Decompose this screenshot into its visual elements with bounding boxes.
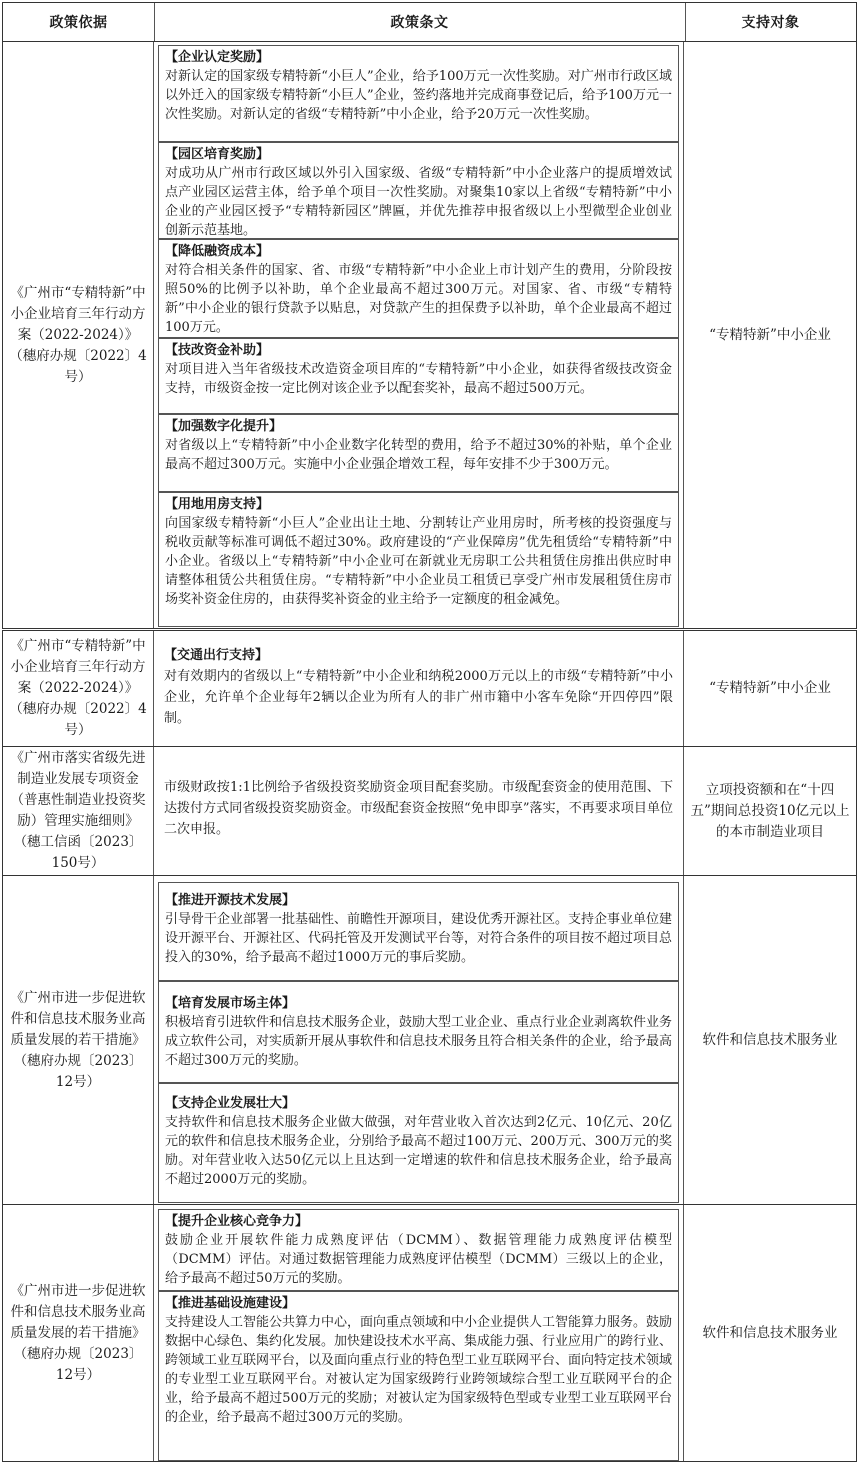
target-text: “专精特新”中小企业 [709, 680, 831, 696]
policy-item [158, 1291, 679, 1461]
policy-item-title: 【支持企业发展壮大】 [165, 1096, 296, 1111]
policy-cell [154, 747, 683, 875]
basis-cell [3, 42, 154, 628]
policy-item-body: 向国家级专精特新“小巨人”企业出让土地、分割转让产业用房时，所考核的投资强度与税收贡献等标准可调低不超过30%。政府建设的“产业保障房”优先租赁给“专精特新”中小企业。省级以上“专精特新”中小企业可在新就业无房职工公共租赁住房推出供应时申请整体租赁公共租赁住房。“专精特新”中小企业员工租赁已享受广州市发展租赁住房市场奖补资金住房的，由获得奖补资金的业主给予一定额度的租金减免。 [165, 516, 672, 607]
target-cell [683, 876, 856, 1204]
policy-item-body: 对成功从广州市行政区域以外引入国家级、省级“专精特新”中小企业落户的提质增效试点产业园区运营主体，给予单个项目一次性奖励。对聚集10家以上省级“专精特新”中小企业的产业园区授予“专精特新园区”牌匾，并优先推荐申报省级以上小型微型企业创业创新示范基地。 [165, 166, 672, 238]
policy-item-title: 【提升企业核心竞争力】 [165, 1214, 309, 1229]
target-cell [683, 1205, 856, 1461]
target-text: 软件和信息技术服务业 [702, 1324, 838, 1341]
basis-text: 《广州市“专精特新”中小企业培育三年行动方案（2022-2024）》（穗府办规〔2022〕4号） [9, 284, 147, 385]
policy-item-title: 【降低融资成本】 [165, 244, 270, 259]
policy-item [158, 981, 679, 1083]
target-text: 立项投资额和在“十四五”期间总投资10亿元以上的本市制造业项目 [690, 781, 850, 840]
basis-cell [3, 747, 154, 875]
basis-text: 《广州市进一步促进软件和信息技术服务业高质量发展的若干措施》（穗府办规〔2023〕12号） [10, 1282, 146, 1383]
header-basis: 政策依据 [3, 3, 155, 41]
policy-item-body: 鼓励企业开展软件能力成熟度评估（DCMM）、数据管理能力成熟度评估模型（DCMM）评估。对通过数据管理能力成熟度评估模型（DCMM）三级以上的企业，给予最高不超过50万元的奖励。 [165, 1233, 672, 1286]
table-header [2, 2, 857, 42]
policy-item [158, 1083, 679, 1203]
policy-item [164, 645, 673, 729]
table-row [2, 41, 857, 629]
basis-text: 《广州市落实省级先进制造业发展专项资金（普惠性制造业投资奖励）管理实施细则》（穗工信函〔2023〕150号） [10, 750, 146, 871]
policy-item-title: 【交通出行支持】 [164, 648, 269, 663]
policy-item-body: 引导骨干企业部署一批基础性、前瞻性开源项目，建设优秀开源社区。支持企事业单位建设开源平台、开源社区、代码托管及开发测试平台等，对符合条件的项目按不超过项目总投入的30%，给予最高不超过1000万元的事后奖励。 [165, 912, 673, 965]
policy-item-body: 对省级以上“专精特新”中小企业数字化转型的费用，给予不超过30%的补贴，单个企业最高不超过300万元。实施中小企业强企增效工程，每年安排不少于300万元。 [165, 438, 672, 472]
policy-item [158, 142, 679, 239]
policy-item [164, 777, 673, 840]
policy-item-body: 积极培育引进软件和信息技术服务企业，鼓励大型工业企业、重点行业企业剥离软件业务成立软件公司，对实质新开展从事软件和信息技术服务且符合相关条件的企业，给予最高不超过300万元的奖励。 [165, 1015, 673, 1068]
policy-item [158, 414, 679, 492]
table-row [2, 875, 857, 1205]
policy-item [158, 45, 679, 142]
target-cell [683, 42, 856, 628]
policy-item-title: 【技改资金补助】 [165, 343, 270, 358]
table-row [2, 746, 857, 876]
policy-cell [154, 876, 683, 1204]
policy-item-body: 对项目进入当年省级技术改造资金项目库的“专精特新”中小企业，如获得省级技改资金支持，市级资金按一定比例对该企业予以配套奖补，最高不超过500万元。 [165, 362, 672, 396]
table-row [2, 1204, 857, 1462]
policy-item-body: 对有效期内的省级以上“专精特新”中小企业和纳税2000万元以上的市级“专精特新”中小企业，允许单个企业每年2辆以企业为所有人的非广州市籍中小客车免除“开四停四”限制。 [164, 669, 673, 726]
table-row [2, 630, 857, 747]
policy-item [158, 492, 679, 627]
policy-item-body: 市级财政按1:1比例给予省级投资奖励资金项目配套奖励。市级配套资金的使用范围、下达拨付方式同省级投资奖励资金。市级配套资金按照“免申即享”落实，不再要求项目单位二次申报。 [164, 780, 673, 837]
policy-item-body: 对新认定的国家级专精特新“小巨人”企业，给予100万元一次性奖励。对广州市行政区域以外迁入的国家级专精特新“小巨人”企业，签约落地并完成商事登记后，给予100万元一次性奖励。对新认定的省级“专精特新”中小企业，给予20万元一次性奖励。 [165, 69, 672, 122]
header-text: 政策条文 [154, 3, 686, 41]
basis-cell [3, 1205, 154, 1461]
header-target: 支持对象 [741, 15, 800, 31]
basis-cell [3, 876, 154, 1204]
policy-item-title: 【加强数字化提升】 [165, 419, 283, 434]
basis-text: 《广州市“专精特新”中小企业培育三年行动方案（2022-2024）》（穗府办规〔2022〕4号） [9, 638, 147, 738]
policy-item-title: 【园区培育奖励】 [165, 147, 270, 162]
target-text: “专精特新”中小企业 [709, 326, 831, 343]
policy-item [158, 338, 679, 414]
policy-cell [154, 1205, 683, 1461]
policy-item-body: 支持软件和信息技术服务企业做大做强，对年营业收入首次达到2亿元、10亿元、20亿元的软件和信息技术服务企业，分别给予最高不超过100万元、200万元、300万元的奖励。对年营业收入达50亿元以上且达到一定增速的软件和信息技术服务企业，给予最高不超过2000万元的奖励。 [165, 1115, 672, 1187]
policy-item [158, 239, 679, 338]
target-text: 软件和信息技术服务业 [702, 1031, 838, 1048]
target-cell [683, 747, 856, 875]
policy-item-title: 【培育发展市场主体】 [165, 996, 296, 1011]
policy-item-title: 【用地用房支持】 [165, 497, 270, 512]
policy-item-body: 支持建设人工智能公共算力中心，面向重点领域和中小企业提供人工智能算力服务。鼓励数据中心绿色、集约化发展。加快建设技术水平高、集成能力强、行业应用广的跨行业、跨领域工业互联网平台，以及面向重点行业的特色型工业互联网平台、面向特定技术领域的专业型工业互联网平台。对被认定为国家级跨行业跨领域综合型工业互联网平台的企业，给予最高不超过500万元的奖励；对被认定为国家级特色型或专业型工业互联网平台的企业，给予最高不超过300万元的奖励。 [165, 1315, 673, 1425]
policy-item-title: 【推进基础设施建设】 [165, 1296, 296, 1311]
policy-cell [154, 42, 683, 628]
policy-cell [154, 631, 683, 746]
policy-item [158, 882, 679, 981]
policy-item-title: 【企业认定奖励】 [165, 50, 270, 65]
policy-item-body: 对符合相关条件的国家、省、市级“专精特新”中小企业上市计划产生的费用，分阶段按照50%的比例予以补助，单个企业最高不超过300万元。对国家、省、市级“专精特新”中小企业的银行贷款予以贴息，对贷款产生的担保费予以补助，单个企业最高不超过100万元。 [165, 263, 672, 335]
policy-item [158, 1209, 679, 1291]
policy-item-title: 【推进开源技术发展】 [165, 893, 296, 908]
basis-cell [3, 631, 154, 746]
target-cell [683, 631, 856, 746]
basis-text: 《广州市进一步促进软件和信息技术服务业高质量发展的若干措施》（穗府办规〔2023〕12号） [10, 989, 146, 1090]
